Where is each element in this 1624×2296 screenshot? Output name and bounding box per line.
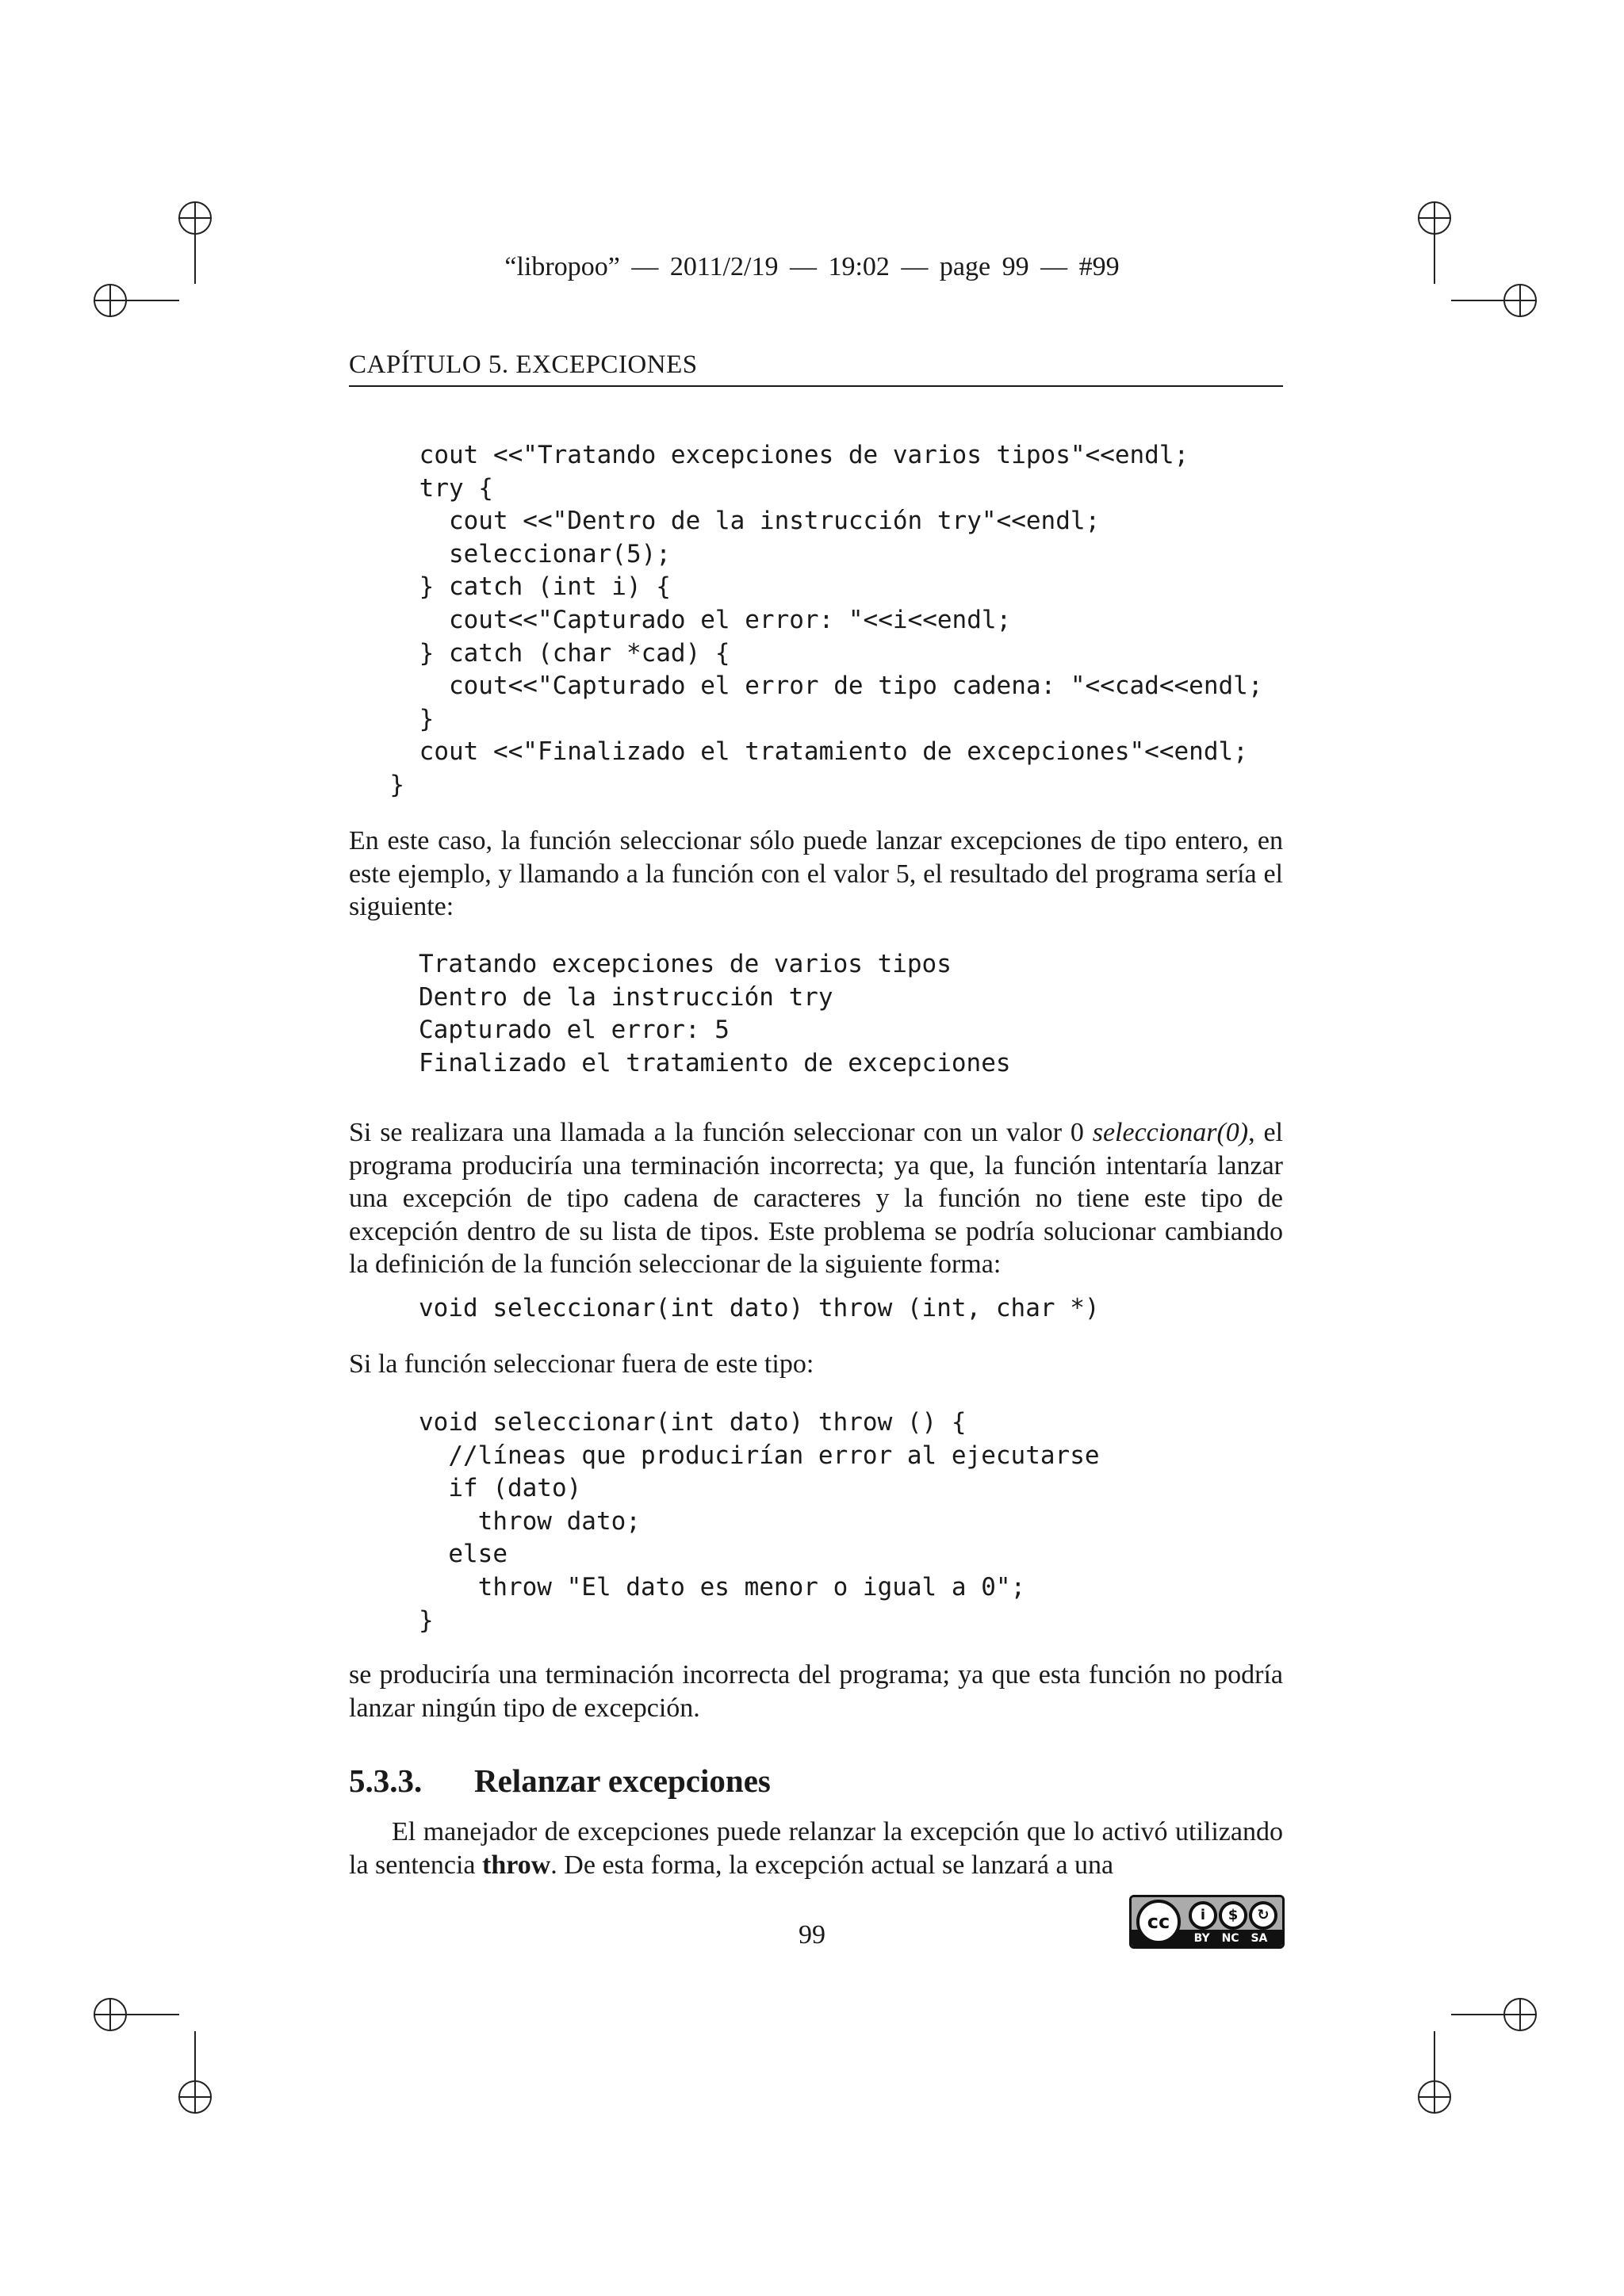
- sa-icon: ↻: [1249, 1901, 1277, 1930]
- crop-line: [1434, 2031, 1435, 2080]
- crop-line: [127, 2014, 179, 2015]
- crop-mark-icon: [94, 284, 127, 317]
- crop-line: [1451, 300, 1503, 301]
- crop-line: [1451, 2014, 1503, 2015]
- program-output-block: Tratando excepciones de varios tipos Dentro de la instrucción try Capturado el error: 5 Finalizado el tratamiento de excepciones: [419, 950, 1011, 1077]
- paragraph-text: . De esta forma, la excepción actual se lanzará a una: [550, 1850, 1114, 1880]
- body-paragraph: se produciría una terminación incorrecta del programa; ya que esta función no podría lanzar ningún tipo de excepción.: [349, 1660, 1283, 1723]
- bold-keyword: throw: [482, 1850, 551, 1880]
- paragraph-text: El manejador de excepciones puede relanzar la excepción que lo activó utilizando la sentencia: [349, 1817, 1283, 1880]
- crop-line: [127, 300, 179, 301]
- code-block: void seleccionar(int dato) throw () { //líneas que producirían error al ejecutarse if (dato) throw dato; else throw "El dato es menor o igual a 0"; }: [419, 1408, 1100, 1635]
- section-heading: [349, 1762, 771, 1800]
- badge-label-nc: NC: [1221, 1932, 1239, 1945]
- crop-mark-icon: [178, 2080, 212, 2114]
- badge-label-by: BY: [1193, 1932, 1210, 1945]
- body-paragraph: [349, 1816, 1283, 1881]
- crop-mark-icon: [94, 1998, 127, 2031]
- body-paragraph: Si la función seleccionar fuera de este tipo:: [349, 1349, 814, 1379]
- crop-mark-icon: [178, 201, 212, 235]
- code-line: void seleccionar(int dato) throw (int, char *): [419, 1294, 1100, 1322]
- code-block: cout <<"Tratando excepciones de varios tipos"<<endl; try { cout <<"Dentro de la instrucción try"<<endl; seleccionar(5); } catch (int i) { cout<<"Capturado el error: "<<i<<endl; } catch (char *cad) { cout<<"Capturado el error de tipo cadena: "<<cad<<endl; } cout <<"Finalizado el tratamiento de excepciones"<<endl; }: [389, 441, 1263, 799]
- body-paragraph: En este caso, la función seleccionar sólo puede lanzar excepciones de tipo entero, en este ejemplo, y llamando a la función con el valor 5, el resultado del programa sería el siguiente:: [349, 826, 1283, 921]
- italic-code-reference: seleccionar(0): [1092, 1118, 1249, 1147]
- paragraph-text: , el programa produciría una terminación incorrecta; ya que, la función intentaría lanzar una excepción de tipo cadena de caracteres y la función no tiene este tipo de excepción dentro de su lista de tipos. Este problema se podría solucionar cambiando la definición de la función seleccionar de la siguiente forma:: [349, 1118, 1283, 1279]
- cc-license-badge: [1129, 1895, 1285, 1949]
- chapter-header: CAPÍTULO 5. EXCEPCIONES: [349, 350, 698, 379]
- nc-icon: $: [1219, 1901, 1247, 1930]
- crop-mark-icon: [1503, 284, 1537, 317]
- crop-mark-icon: [1503, 1998, 1537, 2031]
- paragraph-text: Si se realizara una llamada a la función seleccionar con un valor 0: [349, 1118, 1093, 1147]
- running-header: “libropoo” — 2011/2/19 — 19:02 — page 99 — #99: [504, 252, 1120, 281]
- body-paragraph: [349, 1116, 1283, 1281]
- page-number: 99: [799, 1920, 825, 1950]
- badge-label-sa: SA: [1251, 1932, 1268, 1945]
- badge-labels: [1184, 1932, 1277, 1946]
- crop-mark-icon: [1418, 2080, 1451, 2114]
- crop-mark-icon: [1418, 201, 1451, 235]
- by-icon: i: [1189, 1901, 1217, 1930]
- section-title: Relanzar excepciones: [474, 1762, 771, 1799]
- section-number: 5.3.3.: [349, 1762, 423, 1799]
- cc-icon: cc: [1136, 1900, 1181, 1944]
- header-rule: [349, 385, 1283, 387]
- crop-line: [194, 2031, 196, 2080]
